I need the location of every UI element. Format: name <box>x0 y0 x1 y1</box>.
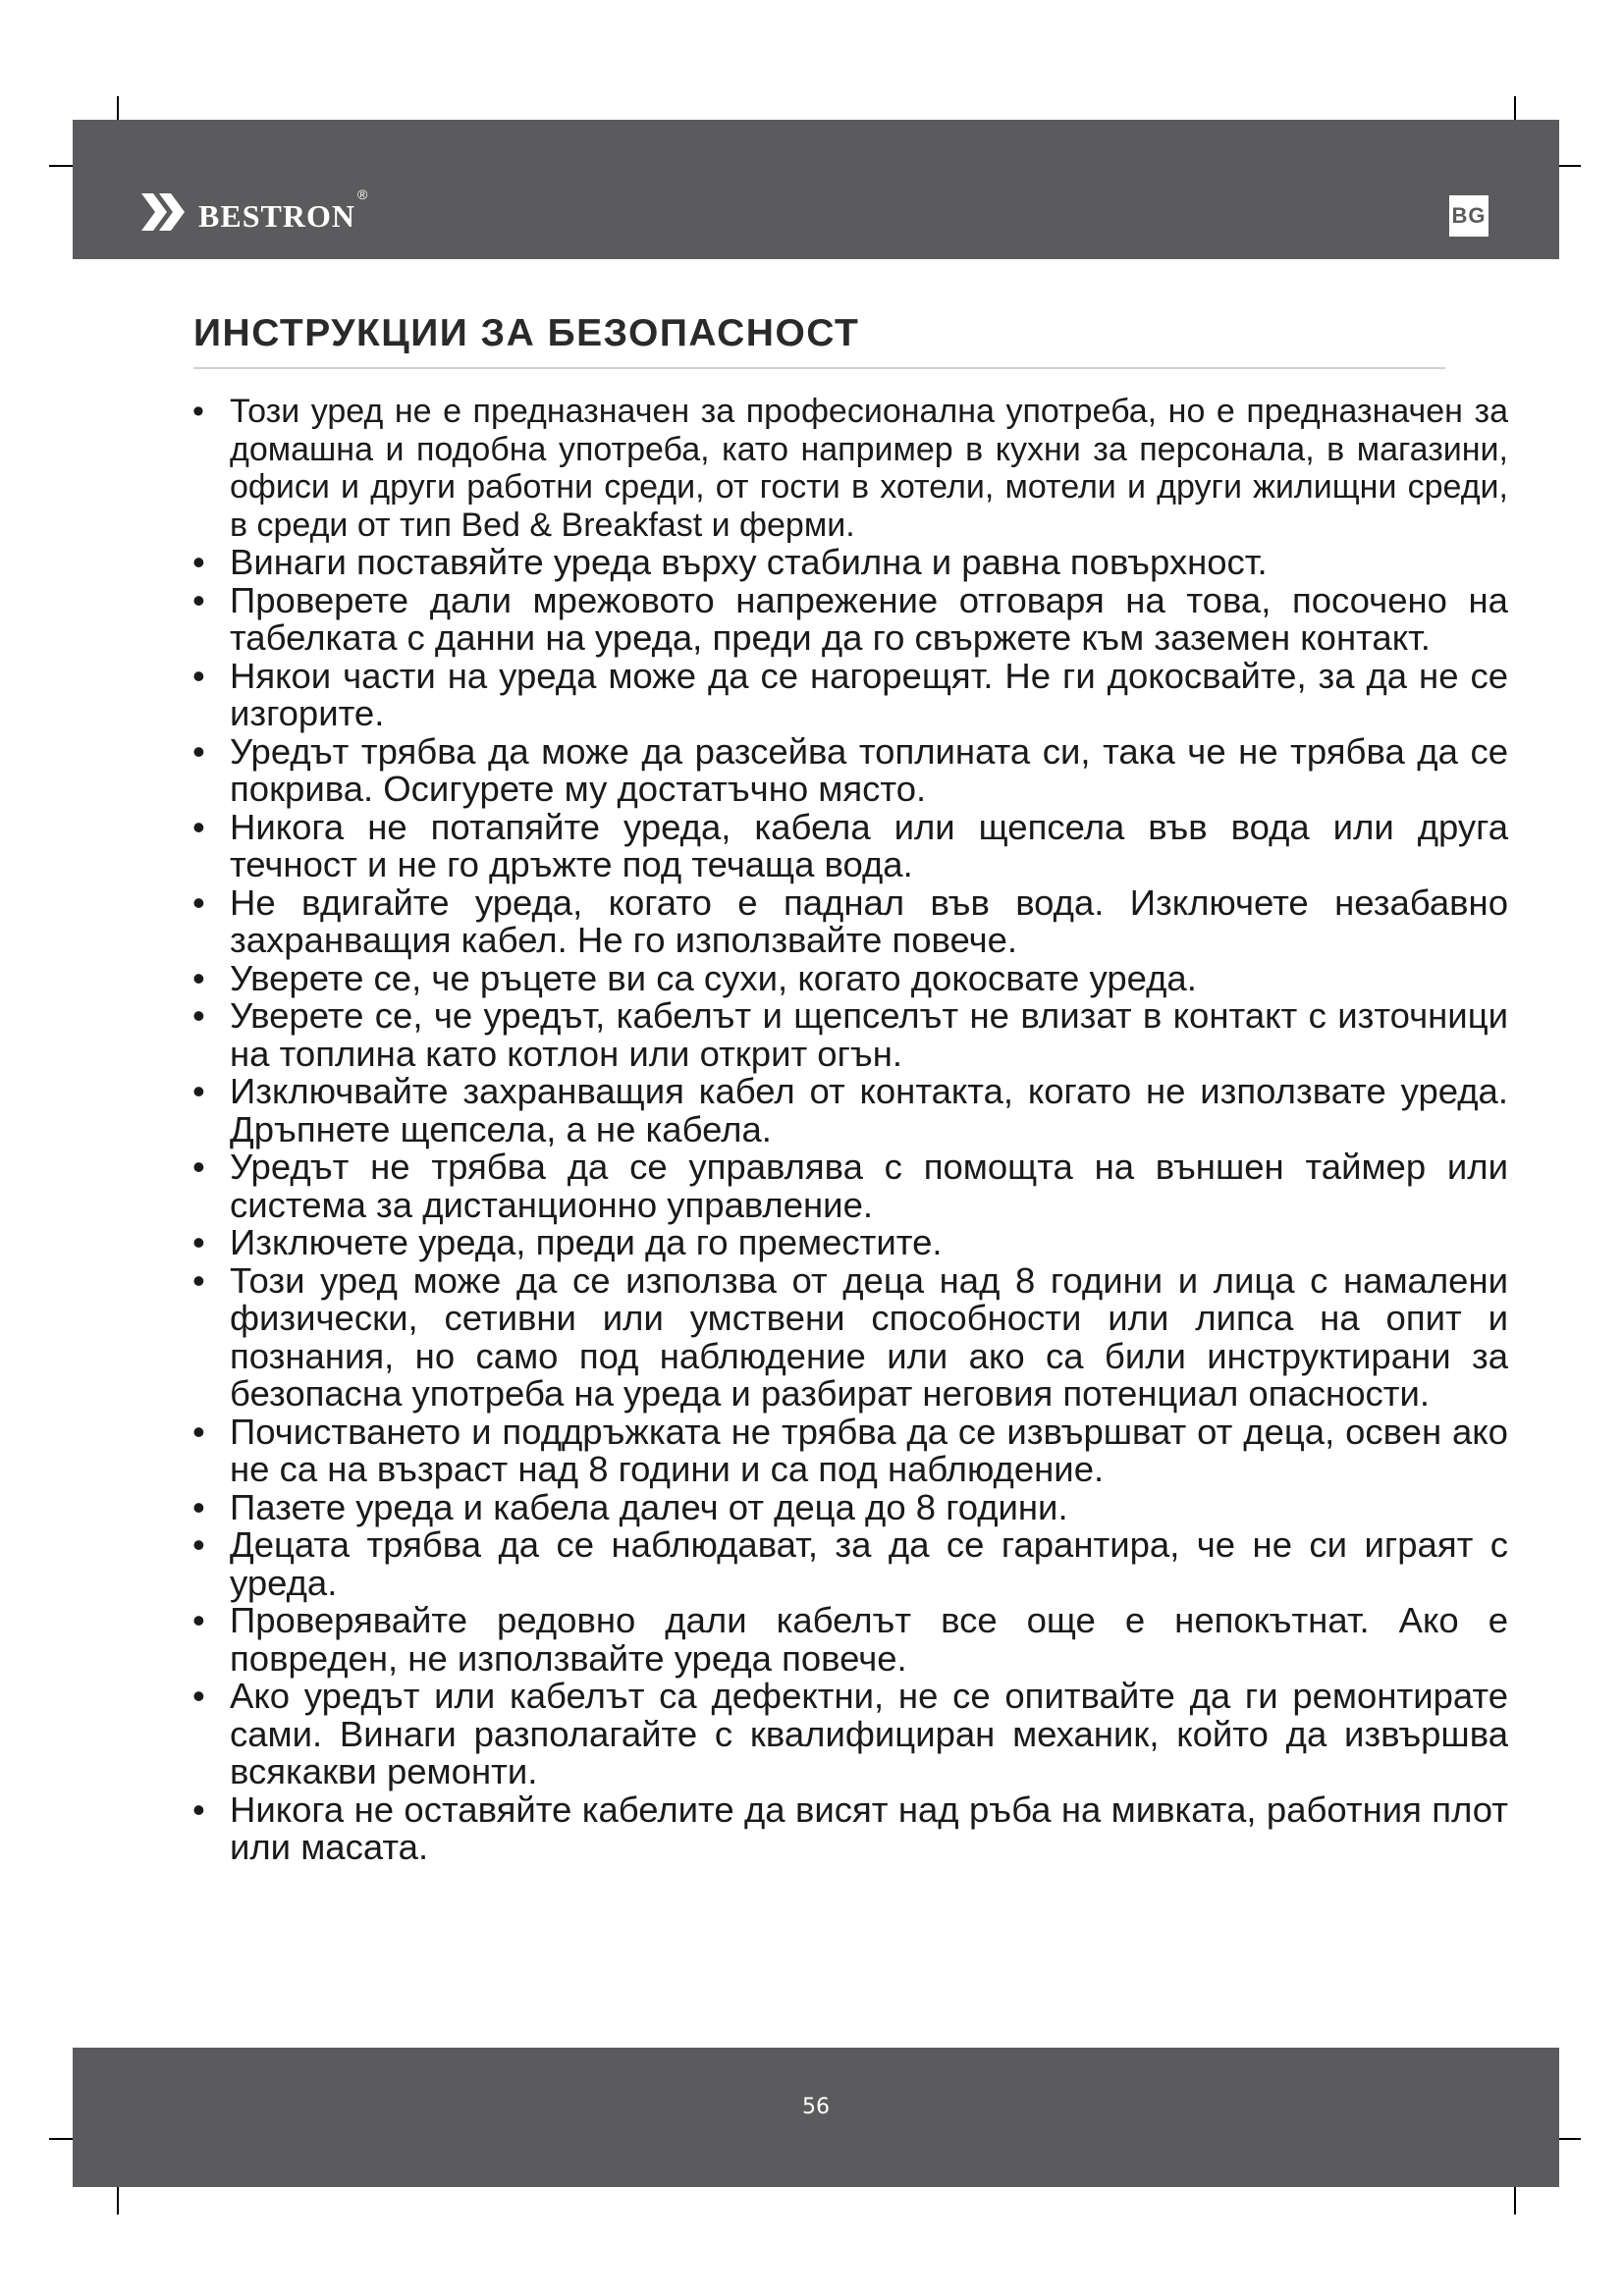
bullet-icon: • <box>192 1147 205 1187</box>
safety-instructions-list <box>192 393 1508 1867</box>
bullet-icon: • <box>192 1486 205 1527</box>
list-item <box>192 1411 1508 1489</box>
brand-name: bestron <box>198 187 355 237</box>
list-item-text: Уверете се, че уредът, кабелът и щепселът не влизат в контакт с източници на топлина като котлон или открит огън. <box>230 995 1508 1074</box>
bullet-icon: • <box>192 1259 205 1301</box>
bullet-icon: • <box>192 995 205 1036</box>
list-item-text: Винаги поставяйте уреда върху стабилна и равна повърхност. <box>230 542 1268 582</box>
list-item <box>192 1526 1508 1602</box>
bullet-icon: • <box>192 542 205 582</box>
list-item <box>192 997 1508 1073</box>
bullet-icon: • <box>192 1676 205 1716</box>
bullet-icon: • <box>192 1600 205 1640</box>
bullet-icon: • <box>192 655 205 696</box>
header-bar <box>73 120 1559 259</box>
bullet-icon: • <box>192 1071 205 1111</box>
list-item <box>192 1678 1508 1791</box>
list-item <box>192 1224 1508 1262</box>
brand-logo <box>137 183 367 241</box>
list-item <box>192 881 1508 960</box>
list-item <box>192 579 1508 658</box>
bullet-icon: • <box>192 1411 205 1452</box>
list-item <box>192 1486 1508 1527</box>
list-item <box>192 957 1508 998</box>
bullet-icon: • <box>192 806 205 847</box>
list-item-text: Почистването и поддръжката не трябва да се извършват от деца, освен ако не са на възраст над 8 години и са под наблюдение. <box>230 1411 1508 1489</box>
list-item-text: Изключвайте захранващия кабел от контакта, когато не използвате уреда. Дръпнете щепсела, а не кабела. <box>230 1071 1508 1149</box>
list-item <box>192 1259 1508 1414</box>
language-badge: BG <box>1449 195 1489 237</box>
list-item-text: Уредът не трябва да се управлява с помощта на външен таймер или система за дистанционно управление. <box>230 1147 1508 1225</box>
list-item <box>192 393 1508 544</box>
list-item-text: Този уред не е предназначен за професионална употреба, но е предназначен за домашна и подобна употреба, като например в кухни за персонала, в магазини, офиси и други работни среди, от гости в хотели, мотели и други жилищни среди, в среди от тип Bed & Breakfast и ферми. <box>230 393 1508 544</box>
list-item-text: Никога не оставяйте кабелите да висят над ръба на мивката, работния плот или масата. <box>230 1789 1508 1867</box>
registered-mark: ® <box>356 187 368 202</box>
bullet-icon: • <box>192 579 205 620</box>
list-item-text: Децата трябва да се наблюдават, за да се гарантира, че не си играят с уреда. <box>230 1524 1508 1603</box>
list-item <box>192 655 1508 733</box>
bullet-icon: • <box>192 393 204 430</box>
footer-bar <box>73 2048 1559 2187</box>
list-item-text: Пазете уреда и кабела далеч от деца до 8 години. <box>230 1486 1068 1527</box>
list-item-text: Никога не потапяйте уреда, кабела или щепсела във вода или друга течност и не го дръжте под течаща вода. <box>230 806 1508 884</box>
list-item-text: Уредът трябва да може да разсейва топлината си, така че не трябва да се покрива. Осигурете му достатъчно място. <box>230 730 1508 809</box>
list-item <box>192 544 1508 582</box>
list-item <box>192 1073 1508 1148</box>
list-item-text: Уверете се, че ръцете ви са сухи, когато докосвате уреда. <box>230 957 1197 998</box>
page-number: 56 <box>802 2095 830 2119</box>
list-item <box>192 806 1508 884</box>
page-title: ИНСТРУКЦИИ ЗА БЕЗОПАСНОСТ <box>193 312 1445 369</box>
list-item <box>192 1791 1508 1867</box>
list-item <box>192 1148 1508 1224</box>
bullet-icon: • <box>192 1222 205 1262</box>
list-item-text: Проверете дали мрежовото напрежение отговаря на това, посочено на табелката с данни на уреда, преди да го свържете към заземен контакт. <box>230 579 1508 658</box>
double-chevron-icon <box>137 189 192 235</box>
bullet-icon: • <box>192 1524 205 1565</box>
bullet-icon: • <box>192 881 205 923</box>
list-item-text: Не вдигайте уреда, когато е паднал във вода. Изключете незабавно захранващия кабел. Не го използвайте повече. <box>230 881 1508 960</box>
list-item <box>192 730 1508 809</box>
list-item-text: Този уред може да се използва от деца над 8 години и лица с намалени физически, сетивни или умствени способности или липса на опит и познания, но само под наблюдение или ако са били инструктирани за безопасна употреба на уреда и разбират неговия потенциал опасности. <box>230 1259 1508 1414</box>
list-item <box>192 1602 1508 1678</box>
list-item-text: Някои части на уреда може да се нагорещят. Не ги докосвайте, за да не се изгорите. <box>230 655 1508 733</box>
list-item-text: Проверявайте редовно дали кабелът все още е непокътнат. Ако е повреден, не използвайте уреда повече. <box>230 1600 1508 1679</box>
list-item-text: Изключете уреда, преди да го преместите. <box>230 1222 943 1262</box>
list-item-text: Ако уредът или кабелът са дефектни, не се опитвайте да ги ремонтирате сами. Винаги разполагайте с квалифициран механик, който да извършва всякакви ремонти. <box>230 1676 1508 1791</box>
bullet-icon: • <box>192 730 205 772</box>
bullet-icon: • <box>192 1789 205 1830</box>
bullet-icon: • <box>192 957 205 998</box>
